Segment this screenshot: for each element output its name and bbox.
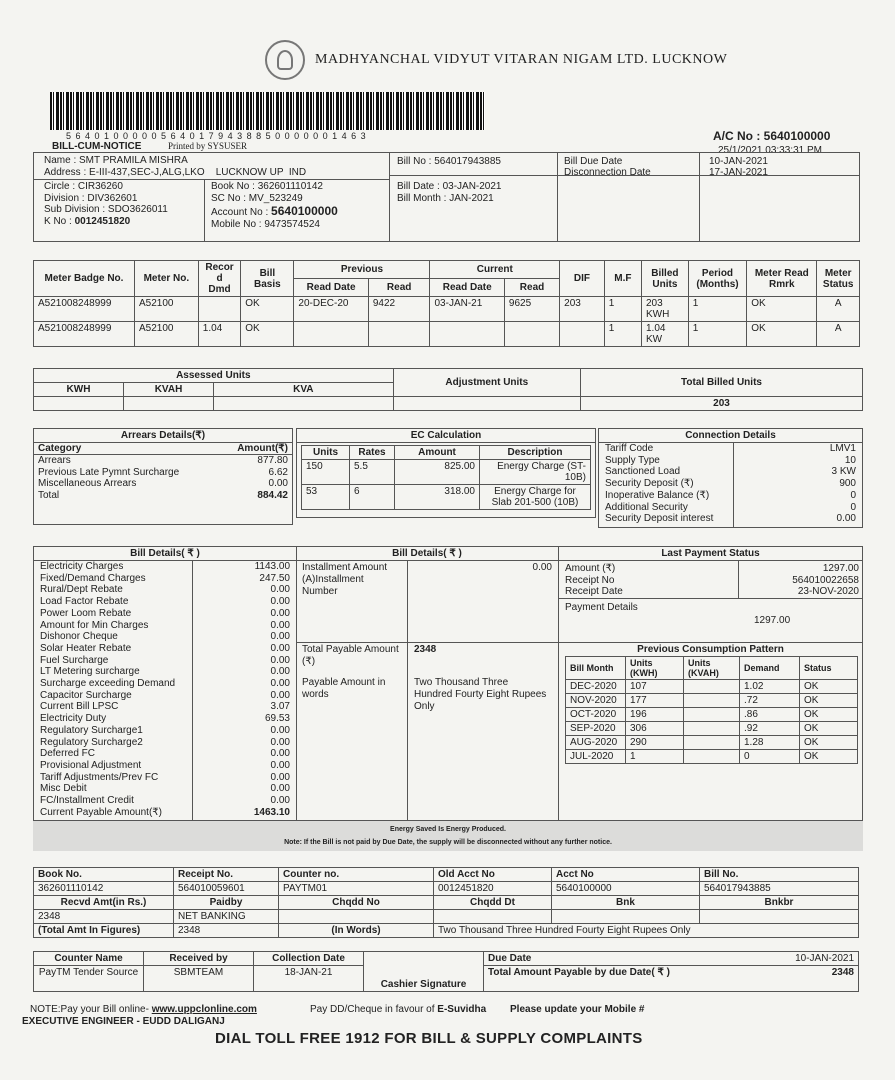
th-meter-badge: Meter Badge No. <box>34 261 135 297</box>
dd-note: Pay DD/Cheque in favour of E-Suvidha <box>310 1004 487 1015</box>
k-no-label: K No : <box>44 216 72 228</box>
consumption-table: Bill Month Units (KWH) Units (KVAH) Demand Status DEC-2020 107 1.02 OK NOV-2020 177 .72 OK OCT-2020 196 .86 OK SEP-2020 306 .92 OK AUG-2020 290 1.28 OK JUL-2020 1 0 OK <box>565 656 858 764</box>
list-item: Electricity Duty 69.53 <box>40 713 290 725</box>
list-item: Arrears 877.80 <box>38 455 288 466</box>
disconnection-date: 17-JAN-2021 <box>709 167 768 178</box>
adjustment-units: Adjustment Units <box>393 369 580 397</box>
list-item: Tariff Adjustments/Prev FC 0.00 <box>40 771 290 783</box>
th-billed-units: Billed Units <box>642 261 689 297</box>
consumption-title: Previous Consumption Pattern <box>637 644 784 655</box>
list-item: Miscellaneous Arrears 0.00 <box>38 478 288 490</box>
list-item: Provisional Adjustment 0.00 <box>40 759 290 771</box>
table-row: SEP-2020 306 .92 OK <box>566 722 858 736</box>
mobile-no: Mobile No : 9473574524 <box>211 219 320 230</box>
engineer-name: EXECUTIVE ENGINEER - EUDD DALIGANJ <box>22 1016 225 1027</box>
th-bill-basis: Bill Basis <box>241 261 294 297</box>
list-item: Electricity Charges 1143.00 <box>40 561 290 572</box>
th-current: Current <box>430 261 560 279</box>
ec-title: EC Calculation <box>297 429 595 443</box>
notes-band <box>33 821 863 851</box>
list-item: Load Factor Rebate 0.00 <box>40 596 290 608</box>
th-dif: DIF <box>560 261 605 297</box>
receipt-date-label: Receipt Date <box>565 586 623 598</box>
installment-label: Installment Amount (A)Installment Number <box>302 562 388 597</box>
toll-free-banner: DIAL TOLL FREE 1912 FOR BILL & SUPPLY COMPLAINTS <box>215 1030 643 1047</box>
bill-date: Bill Date : 03-JAN-2021 <box>397 181 502 192</box>
list-item: Fixed/Demand Charges 247.50 <box>40 572 290 584</box>
online-payment-link[interactable]: www.uppclonline.com <box>151 1004 257 1015</box>
bill-details-title: Bill Details( ₹ ) <box>130 548 200 559</box>
consumer-block <box>33 152 860 242</box>
bill-details2-title: Bill Details( ₹ ) <box>392 548 462 559</box>
receipt-table: Book No. Receipt No. Counter no. Old Acct No Acct No Bill No. 362601110142 564010059601 PAYTM01 0012451820 5640100000 564017943885 Recvd Amt(in Rs.) Paidby Chqdd No Chqdd Dt Bnk Bnkbr 2348 NET BANKING (Total Amt In Figures) 2348 (In Words) Two Thousand Three Hundred Fourty Eight Rupees Only <box>33 867 859 938</box>
list-item: Dishonor Cheque 0.00 <box>40 631 290 643</box>
table-row: OCT-2020 196 .86 OK <box>566 708 858 722</box>
circle: Circle : CIR36260 <box>44 181 123 192</box>
company-name: MADHYANCHAL VIDYUT VITARAN NIGAM LTD. LUCKNOW <box>315 52 728 67</box>
last-receipt: 564010022658 <box>792 574 859 586</box>
list-item: Total 884.42 <box>38 490 288 502</box>
list-item: Regulatory Surcharge1 0.00 <box>40 724 290 736</box>
list-item: Capacitor Surcharge 0.00 <box>40 689 290 701</box>
company-logo <box>265 40 305 80</box>
payable-words-value: Two Thousand Three Hundred Fourty Eight Rupees Only <box>414 677 547 712</box>
barcode <box>50 92 485 130</box>
table-row: A521008248999 A52100 OK 20-DEC-20 9422 03-JAN-21 9625 203 1 203 KWH 1 OK A <box>34 297 860 322</box>
th-period: Period (Months) <box>688 261 746 297</box>
list-item: Regulatory Surcharge2 0.00 <box>40 736 290 748</box>
total-billed-units-label: Total Billed Units <box>581 369 863 397</box>
th-cur-read: Read <box>504 279 559 297</box>
sub-division: Sub Division : SDO3626011 <box>44 204 168 216</box>
th-meter-no: Meter No. <box>134 261 198 297</box>
list-item: Deferred FC 0.00 <box>40 748 290 760</box>
table-row: JUL-2020 1 0 OK <box>566 750 858 764</box>
account-label: Account No : <box>211 207 269 218</box>
list-item: Supply Type 10 <box>605 454 856 466</box>
cashier-signature: Cashier Signature <box>364 952 484 992</box>
division: Division : DIV362601 <box>44 192 138 204</box>
table-row: 2348 NET BANKING <box>34 910 859 924</box>
th-mf: M.F <box>604 261 641 297</box>
bill-no: Bill No : 564017943885 <box>397 156 501 167</box>
list-item: LT Metering surcharge 0.00 <box>40 666 290 678</box>
list-item: Amount for Min Charges 0.00 <box>40 619 290 631</box>
total-payable-label: Total Payable Amount (₹) <box>302 644 399 667</box>
list-item: Inoperative Balance (₹) 0 <box>605 489 856 501</box>
due-date: 10-JAN-2021 <box>709 156 768 167</box>
sc-no: SC No : MV_523249 <box>211 193 303 204</box>
total-billed-units: 203 <box>581 397 863 411</box>
list-item: Tariff Code LMV1 <box>605 443 856 454</box>
last-receipt-date: 23-NOV-2020 <box>797 586 859 598</box>
installment-value: 0.00 <box>532 562 552 573</box>
th-previous: Previous <box>294 261 430 279</box>
table-row: DEC-2020 107 1.02 OK <box>566 680 858 694</box>
list-item: Fuel Surcharge 0.00 <box>40 654 290 666</box>
table-row: 150 5.5 825.00 Energy Charge (ST-10B) <box>302 460 591 485</box>
list-item: Surcharge exceeding Demand 0.00 <box>40 678 290 690</box>
list-item: Additional Security 0 <box>605 501 856 513</box>
th-cur-read-date: Read Date <box>430 279 504 297</box>
arrears-box: Arrears Details(₹) Category Amount(₹) Arrears 877.80 Previous Late Pymnt Surcharge 6.62 Miscellaneous Arrears 0.00 Total 884.42 <box>33 428 293 525</box>
consumer-address: Address : E-III-437,SEC-J,ALG,LKO LUCKNOW UP IND <box>44 167 307 178</box>
last-amount: 1297.00 <box>822 563 859 574</box>
th-meter-status: Meter Status <box>817 261 860 297</box>
book-no: Book No : 362601110142 <box>211 181 323 192</box>
k-no: 0012451820 <box>74 216 131 228</box>
list-item: Rural/Dept Rebate 0.00 <box>40 584 290 596</box>
barcode-digits: 5 6 4 0 1 0 0 0 0 0 5 6 4 0 1 7 9 4 3 8 8 5 0 0 0 0 0 0 1 4 6 3 <box>66 131 367 141</box>
list-item: Misc Debit 0.00 <box>40 783 290 795</box>
consumer-name: Name : SMT PRAMILA MISHRA <box>44 155 188 166</box>
ec-box: EC Calculation Units Rates Amount Description 150 5.5 825.00 Energy Charge (ST-10B) 53 6 318.00 Energy Charge for Slab 201-500 (10B) <box>296 428 596 518</box>
mobile-update-note: Please update your Mobile # <box>510 1004 645 1015</box>
list-item: Current Payable Amount(₹) 1463.10 <box>40 806 290 818</box>
ac-number: A/C No : 5640100000 <box>713 129 831 143</box>
account-no: 5640100000 <box>271 204 338 218</box>
energy-note: Energy Saved Is Energy Produced. <box>390 826 506 833</box>
print-time: 25/1/2021 03:33:31 PM <box>718 145 822 156</box>
due-date-label: Bill Due Date <box>564 156 623 167</box>
assessed-table: Assessed Units Adjustment Units Total Billed Units KWH KVAH KVA 203 <box>33 368 863 411</box>
doc-type: BILL-CUM-NOTICE <box>52 141 142 152</box>
table-row: AUG-2020 290 1.28 OK <box>566 736 858 750</box>
list-item: Previous Late Pymnt Surcharge 6.62 <box>38 466 288 478</box>
th-prev-read: Read <box>368 279 430 297</box>
payment-details-value: 1297.00 <box>754 615 791 626</box>
bill-section <box>33 546 863 821</box>
table-row: NOV-2020 177 .72 OK <box>566 694 858 708</box>
list-item: Current Bill LPSC 3.07 <box>40 701 290 713</box>
list-item: Solar Heater Rebate 0.00 <box>40 642 290 654</box>
printed-by: Printed by SYSUSER <box>168 141 248 151</box>
connection-title: Connection Details <box>599 429 862 443</box>
bill-month: Bill Month : JAN-2021 <box>397 193 494 204</box>
connection-box <box>598 428 863 528</box>
amount-label: Amount (₹) <box>565 563 616 574</box>
receipt-label: Receipt No <box>565 574 615 586</box>
assessed-title: Assessed Units <box>34 369 394 383</box>
list-item: Power Loom Rebate 0.00 <box>40 607 290 619</box>
bill-details-list <box>40 561 290 818</box>
payment-details-label: Payment Details <box>565 602 638 613</box>
disconnection-warning: Note: If the Bill is not paid by Due Date, the supply will be disconnected without any further notice. <box>284 839 612 846</box>
payable-words-label: Payable Amount in words <box>302 677 386 700</box>
meter-table <box>33 260 860 347</box>
footer-note: NOTE:Pay your Bill online- www.uppclonline.com <box>30 1004 257 1015</box>
arrears-title: Arrears Details(₹) <box>34 429 292 443</box>
table-row: (Total Amt In Figures) 2348 (In Words) Two Thousand Three Hundred Fourty Eight Rupees Only <box>34 924 859 938</box>
list-item: Security Deposit interest 0.00 <box>605 513 856 525</box>
counter-table: Counter Name Received by Collection Date Cashier Signature Due Date 10-JAN-2021 PayTM Tender Source SBMTEAM 18-JAN-21 Total Amount Payable by due Date( ₹ ) 2348 <box>33 951 859 992</box>
table-row: 53 6 318.00 Energy Charge for Slab 201-500 (10B) <box>302 485 591 510</box>
list-item: FC/Installment Credit 0.00 <box>40 795 290 807</box>
list-item: Security Deposit (₹) 900 <box>605 478 856 490</box>
th-read-rmrk: Meter Read Rmrk <box>747 261 817 297</box>
table-row: 362601110142 564010059601 PAYTM01 0012451820 5640100000 564017943885 <box>34 882 859 896</box>
th-prev-read-date: Read Date <box>294 279 368 297</box>
total-payable-value: 2348 <box>414 644 437 655</box>
list-item: Sanctioned Load 3 KW <box>605 466 856 478</box>
disconnection-label: Disconnection Date <box>564 167 651 178</box>
last-payment-title: Last Payment Status <box>661 548 760 559</box>
th-record-dmd: Recor d Dmd <box>198 261 241 297</box>
table-row: A521008248999 A52100 1.04 OK 1 1.04 KW 1 OK A <box>34 322 860 347</box>
